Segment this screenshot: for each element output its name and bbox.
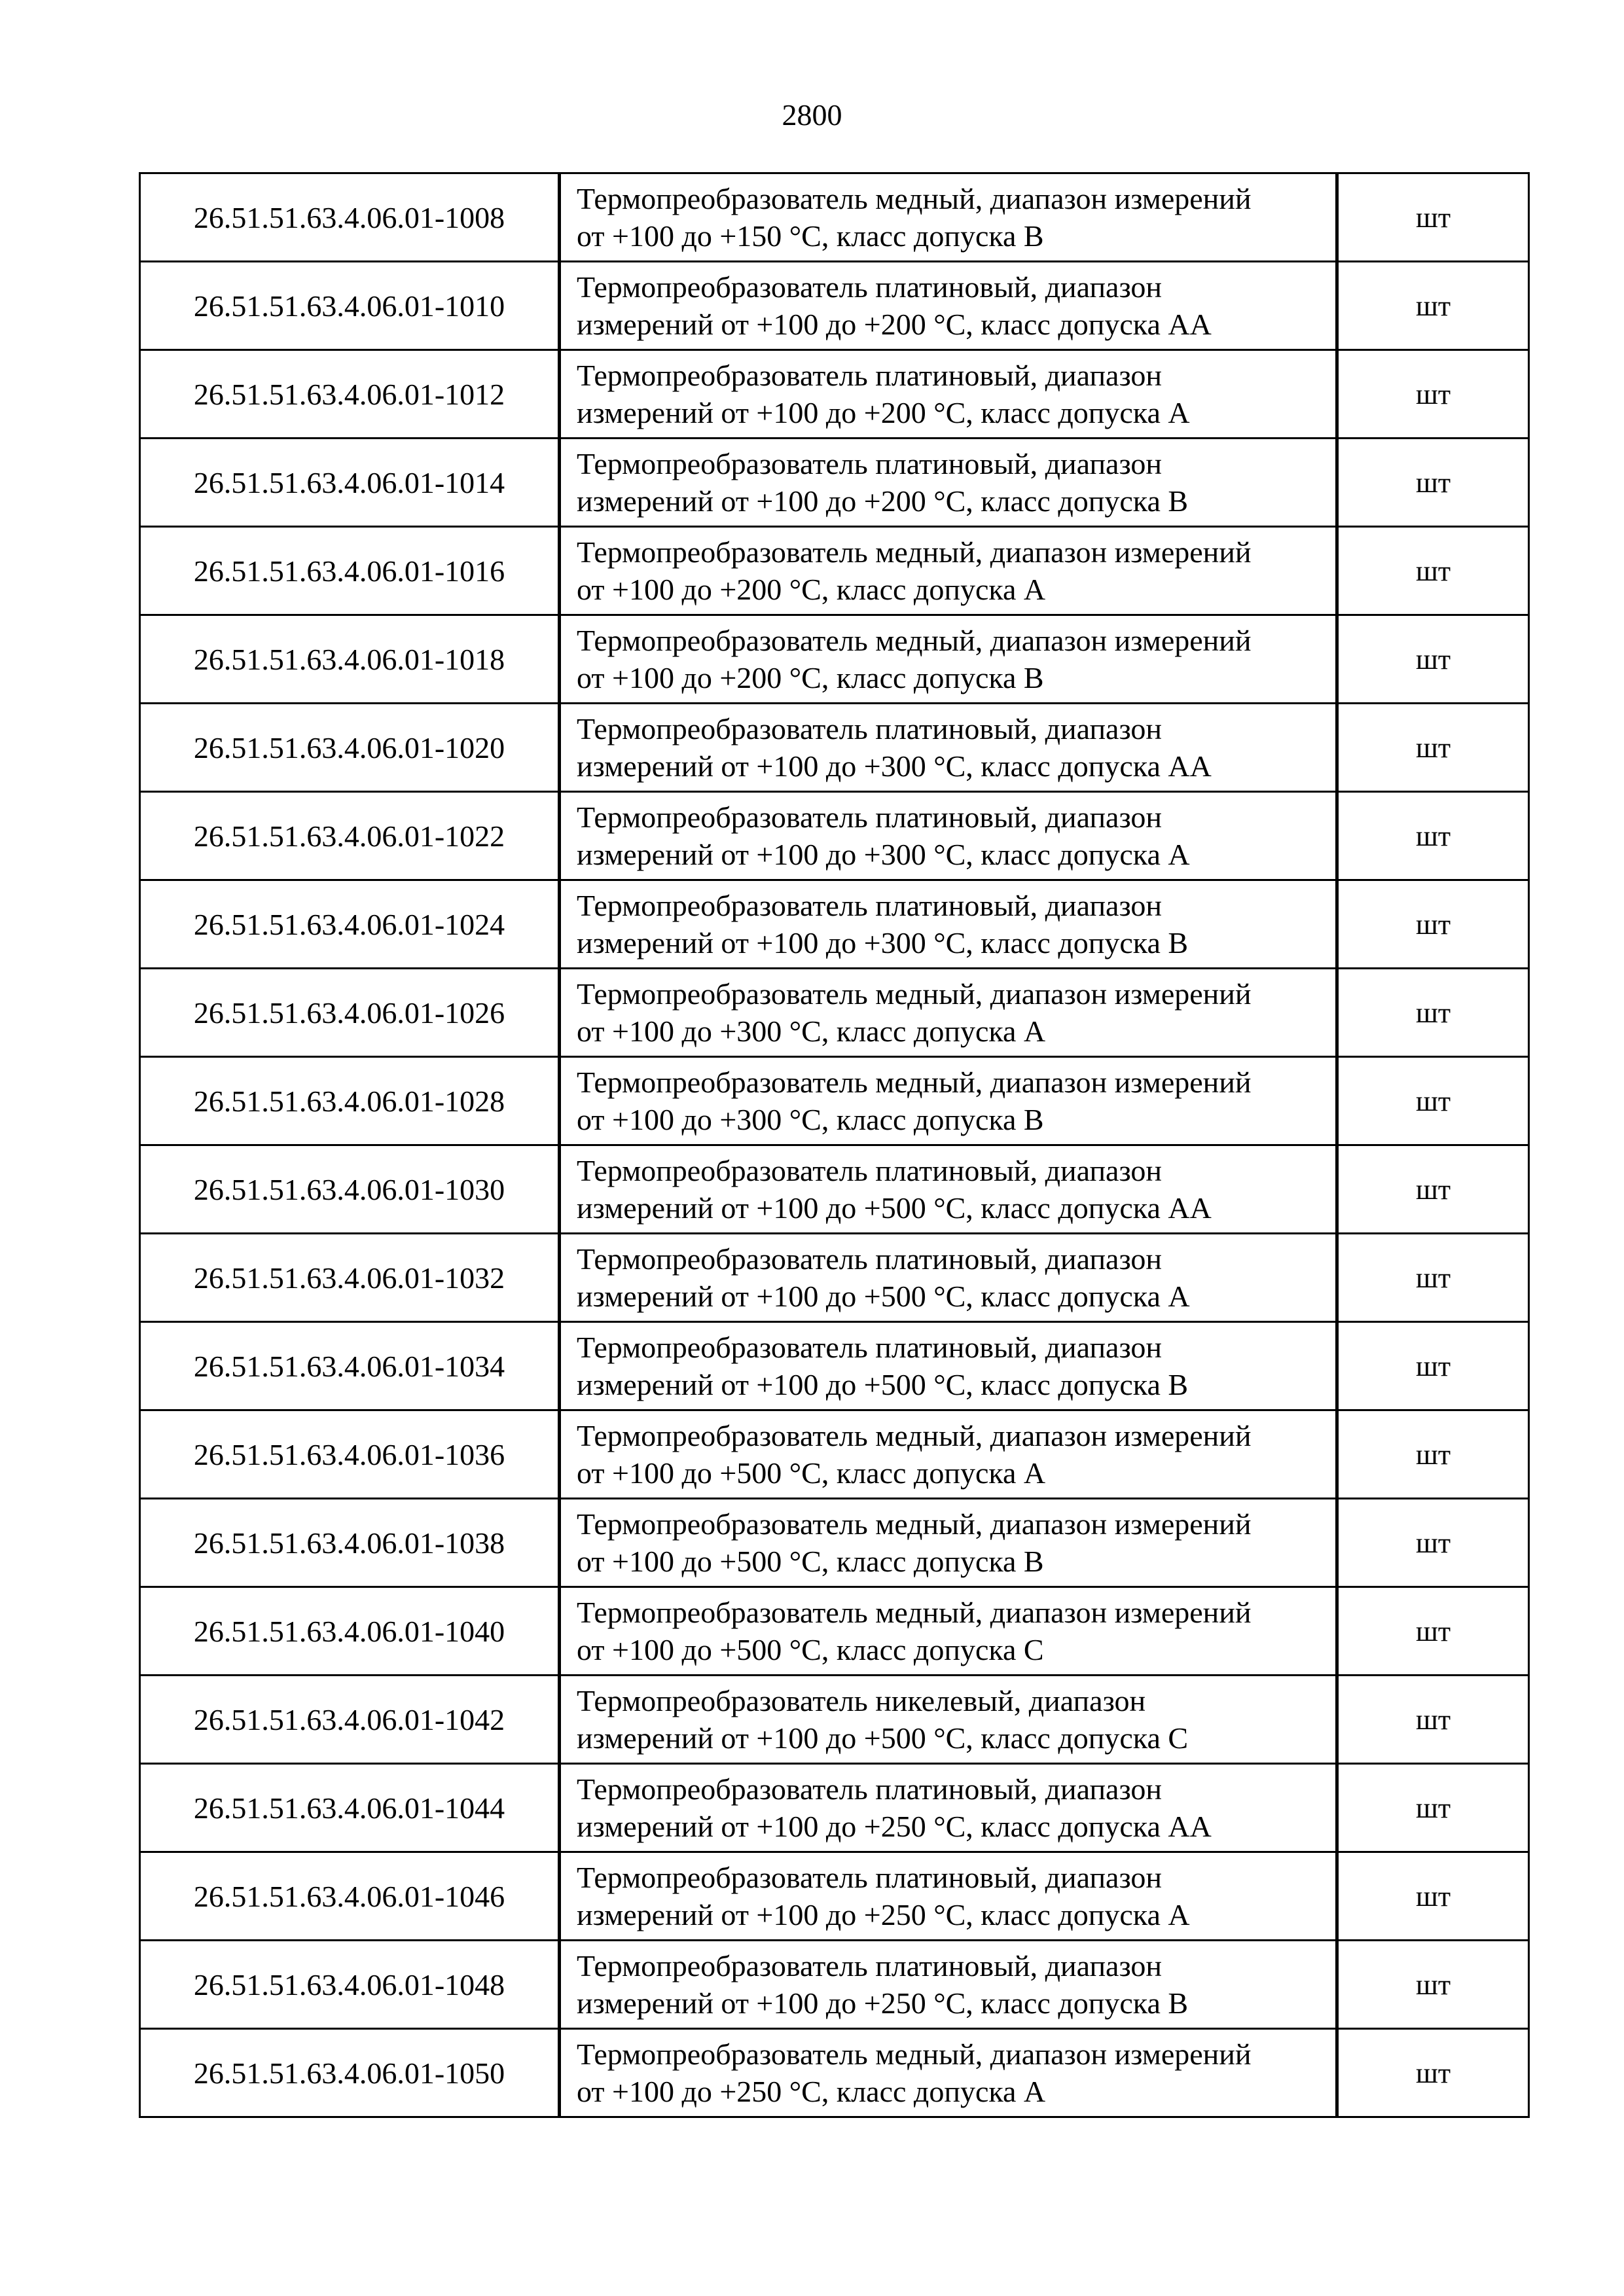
- resource-code: 26.51.51.63.4.06.01-1050: [140, 2029, 560, 2117]
- resource-description: [560, 173, 1337, 262]
- resource-description: [560, 1410, 1337, 1499]
- page-number: 2800: [782, 98, 842, 132]
- resource-code: 26.51.51.63.4.06.01-1020: [140, 704, 560, 792]
- table-row: [140, 1587, 1529, 1676]
- description-line-1: Термопреобразователь платиновый, диапазон: [577, 359, 1162, 392]
- description-line-2: измерений от +100 до +250 °С, класс допуска АА: [577, 1810, 1212, 1843]
- description-line-1: Термопреобразователь платиновый, диапазон: [577, 447, 1162, 480]
- unit-of-measure: шт: [1337, 1145, 1529, 1234]
- description-line-2: от +100 до +200 °С, класс допуска А: [577, 573, 1046, 606]
- unit-of-measure: шт: [1337, 1234, 1529, 1322]
- table-row: [140, 1234, 1529, 1322]
- unit-of-measure: шт: [1337, 527, 1529, 615]
- description-line-1: Термопреобразователь платиновый, диапазон: [577, 1331, 1162, 1364]
- resource-description: [560, 350, 1337, 439]
- unit-of-measure: шт: [1337, 262, 1529, 350]
- resource-description: [560, 615, 1337, 704]
- description-line-1: Термопреобразователь медный, диапазон измерений: [577, 182, 1252, 215]
- description-line-2: измерений от +100 до +500 °С, класс допуска В: [577, 1368, 1189, 1401]
- resource-description: [560, 2029, 1337, 2117]
- resource-code: 26.51.51.63.4.06.01-1016: [140, 527, 560, 615]
- description-line-2: от +100 до +300 °С, класс допуска А: [577, 1014, 1046, 1048]
- table-row: [140, 1145, 1529, 1234]
- resource-code: 26.51.51.63.4.06.01-1040: [140, 1587, 560, 1676]
- resource-table: [139, 172, 1530, 2118]
- resource-code: 26.51.51.63.4.06.01-1038: [140, 1499, 560, 1587]
- description-line-2: измерений от +100 до +500 °С, класс допуска С: [577, 1721, 1189, 1755]
- table-row: [140, 1410, 1529, 1499]
- description-line-1: Термопреобразователь медный, диапазон измерений: [577, 1066, 1252, 1099]
- resource-code: 26.51.51.63.4.06.01-1012: [140, 350, 560, 439]
- description-line-1: Термопреобразователь медный, диапазон измерений: [577, 2037, 1252, 2071]
- resource-code: 26.51.51.63.4.06.01-1046: [140, 1852, 560, 1941]
- unit-of-measure: шт: [1337, 1941, 1529, 2029]
- description-line-2: от +100 до +250 °С, класс допуска А: [577, 2075, 1046, 2108]
- table-row: [140, 1941, 1529, 2029]
- table-row: [140, 173, 1529, 262]
- description-line-2: от +100 до +500 °С, класс допуска А: [577, 1456, 1046, 1490]
- description-line-1: Термопреобразователь платиновый, диапазон: [577, 889, 1162, 922]
- description-line-2: измерений от +100 до +300 °С, класс допуска В: [577, 926, 1189, 960]
- resource-description: [560, 1852, 1337, 1941]
- unit-of-measure: шт: [1337, 1499, 1529, 1587]
- resource-description: [560, 969, 1337, 1057]
- description-line-2: от +100 до +200 °С, класс допуска В: [577, 661, 1044, 694]
- description-line-2: измерений от +100 до +200 °С, класс допуска В: [577, 484, 1189, 518]
- resource-description: [560, 1941, 1337, 2029]
- description-line-1: Термопреобразователь платиновый, диапазон: [577, 1772, 1162, 1806]
- unit-of-measure: шт: [1337, 173, 1529, 262]
- table-row: [140, 880, 1529, 969]
- description-line-1: Термопреобразователь платиновый, диапазон: [577, 270, 1162, 304]
- resource-description: [560, 1764, 1337, 1852]
- description-line-1: Термопреобразователь медный, диапазон измерений: [577, 1419, 1252, 1452]
- unit-of-measure: шт: [1337, 350, 1529, 439]
- table-row: [140, 2029, 1529, 2117]
- description-line-2: измерений от +100 до +300 °С, класс допуска АА: [577, 749, 1212, 783]
- description-line-2: измерений от +100 до +200 °С, класс допуска А: [577, 396, 1190, 429]
- resource-code: 26.51.51.63.4.06.01-1044: [140, 1764, 560, 1852]
- resource-description: [560, 1145, 1337, 1234]
- description-line-2: от +100 до +500 °С, класс допуска С: [577, 1633, 1044, 1666]
- description-line-1: Термопреобразователь платиновый, диапазон: [577, 712, 1162, 745]
- resource-description: [560, 880, 1337, 969]
- resource-code: 26.51.51.63.4.06.01-1014: [140, 439, 560, 527]
- table-row: [140, 1676, 1529, 1764]
- description-line-1: Термопреобразователь медный, диапазон измерений: [577, 535, 1252, 569]
- description-line-1: Термопреобразователь платиновый, диапазон: [577, 1242, 1162, 1276]
- resource-description: [560, 527, 1337, 615]
- resource-code: 26.51.51.63.4.06.01-1022: [140, 792, 560, 880]
- table-row: [140, 704, 1529, 792]
- resource-description: [560, 439, 1337, 527]
- unit-of-measure: шт: [1337, 1322, 1529, 1410]
- resource-code: 26.51.51.63.4.06.01-1028: [140, 1057, 560, 1145]
- resource-code: 26.51.51.63.4.06.01-1036: [140, 1410, 560, 1499]
- description-line-2: измерений от +100 до +300 °С, класс допуска А: [577, 838, 1190, 871]
- description-line-2: от +100 до +500 °С, класс допуска В: [577, 1545, 1044, 1578]
- description-line-2: от +100 до +300 °С, класс допуска В: [577, 1103, 1044, 1136]
- description-line-2: измерений от +100 до +200 °С, класс допуска АА: [577, 308, 1212, 341]
- table-row: [140, 615, 1529, 704]
- unit-of-measure: шт: [1337, 792, 1529, 880]
- description-line-1: Термопреобразователь медный, диапазон измерений: [577, 1596, 1252, 1629]
- description-line-2: измерений от +100 до +500 °С, класс допуска А: [577, 1280, 1190, 1313]
- resource-description: [560, 1499, 1337, 1587]
- table-row: [140, 1852, 1529, 1941]
- description-line-1: Термопреобразователь медный, диапазон измерений: [577, 1507, 1252, 1541]
- unit-of-measure: шт: [1337, 1587, 1529, 1676]
- table-row: [140, 1057, 1529, 1145]
- description-line-1: Термопреобразователь платиновый, диапазон: [577, 1154, 1162, 1187]
- unit-of-measure: шт: [1337, 969, 1529, 1057]
- unit-of-measure: шт: [1337, 1676, 1529, 1764]
- table-row: [140, 1764, 1529, 1852]
- resource-description: [560, 792, 1337, 880]
- description-line-1: Термопреобразователь платиновый, диапазон: [577, 800, 1162, 834]
- resource-code: 26.51.51.63.4.06.01-1042: [140, 1676, 560, 1764]
- description-line-2: от +100 до +150 °С, класс допуска В: [577, 219, 1044, 253]
- description-line-2: измерений от +100 до +250 °С, класс допуска А: [577, 1898, 1190, 1931]
- resource-code: 26.51.51.63.4.06.01-1024: [140, 880, 560, 969]
- resource-description: [560, 1322, 1337, 1410]
- unit-of-measure: шт: [1337, 1764, 1529, 1852]
- unit-of-measure: шт: [1337, 1057, 1529, 1145]
- unit-of-measure: шт: [1337, 439, 1529, 527]
- resource-code: 26.51.51.63.4.06.01-1048: [140, 1941, 560, 2029]
- resource-description: [560, 1676, 1337, 1764]
- description-line-1: Термопреобразователь медный, диапазон измерений: [577, 977, 1252, 1011]
- description-line-1: Термопреобразователь никелевый, диапазон: [577, 1684, 1146, 1717]
- unit-of-measure: шт: [1337, 615, 1529, 704]
- resource-description: [560, 704, 1337, 792]
- unit-of-measure: шт: [1337, 1410, 1529, 1499]
- table-row: [140, 262, 1529, 350]
- table-row: [140, 350, 1529, 439]
- table-row: [140, 969, 1529, 1057]
- description-line-1: Термопреобразователь платиновый, диапазон: [577, 1861, 1162, 1894]
- table-row: [140, 1499, 1529, 1587]
- resource-description: [560, 1057, 1337, 1145]
- table-row: [140, 439, 1529, 527]
- resource-code: 26.51.51.63.4.06.01-1030: [140, 1145, 560, 1234]
- table-row: [140, 1322, 1529, 1410]
- unit-of-measure: шт: [1337, 2029, 1529, 2117]
- resource-code: 26.51.51.63.4.06.01-1034: [140, 1322, 560, 1410]
- description-line-2: измерений от +100 до +500 °С, класс допуска АА: [577, 1191, 1212, 1225]
- resource-code: 26.51.51.63.4.06.01-1032: [140, 1234, 560, 1322]
- resource-code: 26.51.51.63.4.06.01-1008: [140, 173, 560, 262]
- description-line-1: Термопреобразователь платиновый, диапазон: [577, 1949, 1162, 1982]
- resource-code: 26.51.51.63.4.06.01-1026: [140, 969, 560, 1057]
- description-line-1: Термопреобразователь медный, диапазон измерений: [577, 624, 1252, 657]
- table-body: [140, 173, 1529, 2117]
- resource-description: [560, 1587, 1337, 1676]
- resource-code: 26.51.51.63.4.06.01-1010: [140, 262, 560, 350]
- resource-description: [560, 1234, 1337, 1322]
- resource-description: [560, 262, 1337, 350]
- resource-code: 26.51.51.63.4.06.01-1018: [140, 615, 560, 704]
- unit-of-measure: шт: [1337, 704, 1529, 792]
- table-row: [140, 792, 1529, 880]
- description-line-2: измерений от +100 до +250 °С, класс допуска В: [577, 1986, 1189, 2020]
- unit-of-measure: шт: [1337, 1852, 1529, 1941]
- unit-of-measure: шт: [1337, 880, 1529, 969]
- table-row: [140, 527, 1529, 615]
